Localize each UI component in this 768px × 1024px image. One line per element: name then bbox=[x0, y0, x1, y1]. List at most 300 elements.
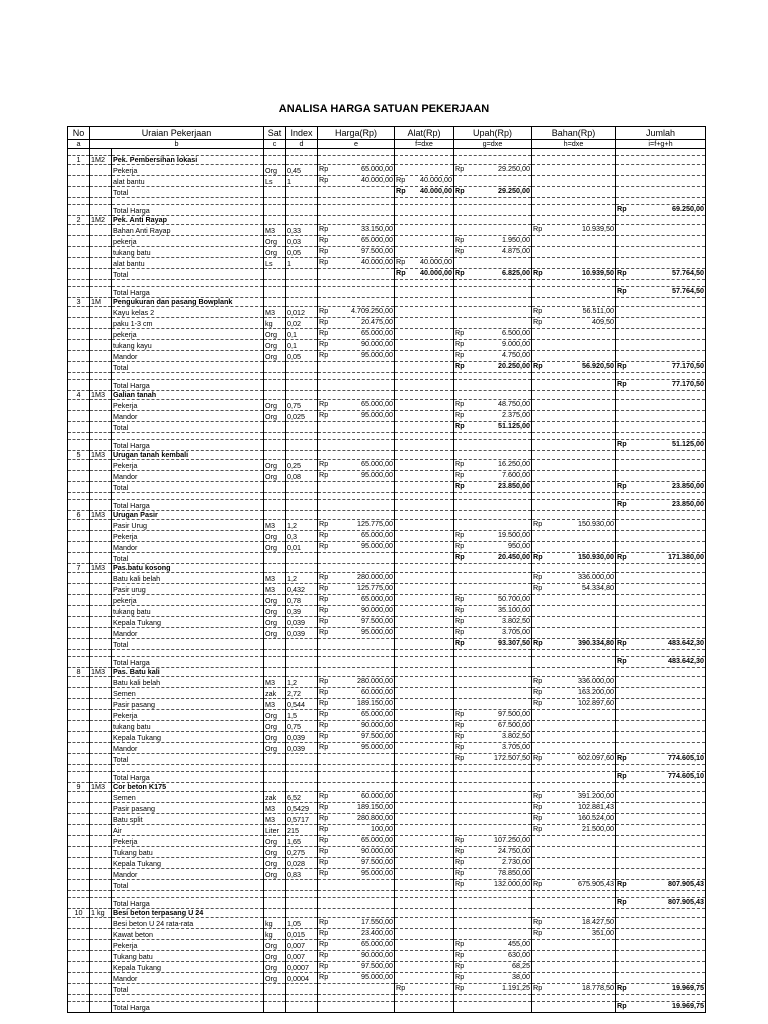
row-number bbox=[68, 329, 90, 340]
item-row bbox=[68, 677, 706, 688]
item-row bbox=[68, 973, 706, 984]
row-harga bbox=[318, 351, 395, 362]
row-harga bbox=[318, 606, 395, 617]
row-description: Total Harga bbox=[112, 500, 264, 511]
row-number bbox=[68, 247, 90, 258]
row-volume bbox=[90, 772, 112, 783]
row-harga bbox=[318, 584, 395, 595]
row-bahan bbox=[532, 400, 616, 411]
row-alat bbox=[395, 318, 454, 329]
row-description: tukang kayu bbox=[112, 340, 264, 351]
item-row bbox=[68, 460, 706, 471]
col-header-no: No bbox=[68, 127, 90, 140]
section-row bbox=[68, 216, 706, 225]
amount: 2.730,00 bbox=[502, 857, 531, 866]
row-upah bbox=[454, 511, 532, 520]
row-jumlah bbox=[616, 710, 706, 721]
row-bahan bbox=[532, 898, 616, 909]
row-number: 6 bbox=[68, 511, 90, 520]
currency-label: Rp bbox=[319, 813, 329, 822]
row-upah bbox=[454, 940, 532, 951]
row-bahan bbox=[532, 318, 616, 329]
amount: 95.000,00 bbox=[361, 470, 394, 479]
row-volume: 1M3 bbox=[90, 668, 112, 677]
currency-label: Rp bbox=[319, 835, 329, 844]
row-unit: Org bbox=[264, 869, 286, 880]
currency-label: Rp bbox=[319, 175, 329, 184]
row-unit: kg bbox=[264, 318, 286, 329]
amount: 9.000,00 bbox=[502, 339, 531, 348]
row-unit: M3 bbox=[264, 814, 286, 825]
amount: 65.000,00 bbox=[361, 235, 394, 244]
currency-label: Rp bbox=[533, 687, 543, 696]
row-upah bbox=[454, 500, 532, 511]
row-alat bbox=[395, 236, 454, 247]
row-unit bbox=[264, 564, 286, 573]
row-bahan bbox=[532, 362, 616, 373]
row-upah bbox=[454, 531, 532, 542]
currency-label: Rp bbox=[617, 656, 627, 665]
item-row bbox=[68, 606, 706, 617]
row-index: 1,2 bbox=[286, 677, 318, 688]
row-upah bbox=[454, 216, 532, 225]
row-volume bbox=[90, 792, 112, 803]
row-bahan bbox=[532, 721, 616, 732]
row-upah bbox=[454, 858, 532, 869]
row-harga bbox=[318, 973, 395, 984]
row-unit: zak bbox=[264, 792, 286, 803]
row-harga bbox=[318, 553, 395, 564]
row-index bbox=[286, 553, 318, 564]
row-index bbox=[286, 880, 318, 891]
row-alat bbox=[395, 553, 454, 564]
row-upah bbox=[454, 743, 532, 754]
empty-cell bbox=[264, 995, 286, 1002]
row-number bbox=[68, 542, 90, 553]
table-body bbox=[68, 149, 706, 1013]
amount: 3.802,50 bbox=[502, 616, 531, 625]
row-jumlah bbox=[616, 287, 706, 298]
empty-cell bbox=[318, 765, 395, 772]
currency-label: Rp bbox=[533, 317, 543, 326]
row-upah bbox=[454, 318, 532, 329]
row-number bbox=[68, 1002, 90, 1013]
row-alat bbox=[395, 380, 454, 391]
amount: 93.307,50 bbox=[498, 638, 531, 647]
currency-label: Rp bbox=[319, 972, 329, 981]
row-index bbox=[286, 754, 318, 765]
amount: 150.930,00 bbox=[578, 519, 615, 528]
row-harga bbox=[318, 205, 395, 216]
row-description: Tukang batu bbox=[112, 951, 264, 962]
empty-cell bbox=[454, 493, 532, 500]
row-volume bbox=[90, 825, 112, 836]
amount: 150.930,00 bbox=[578, 552, 615, 561]
row-index bbox=[286, 772, 318, 783]
currency-label: Rp bbox=[533, 917, 543, 926]
row-jumlah bbox=[616, 451, 706, 460]
currency-label: Rp bbox=[617, 204, 627, 213]
total-harga-row bbox=[68, 380, 706, 391]
amount: 160.524,00 bbox=[578, 813, 615, 822]
row-bahan bbox=[532, 783, 616, 792]
currency-label: Rp bbox=[319, 720, 329, 729]
currency-label: Rp bbox=[533, 268, 543, 277]
row-jumlah bbox=[616, 869, 706, 880]
row-number bbox=[68, 165, 90, 176]
row-volume bbox=[90, 187, 112, 198]
row-description: Pekerja bbox=[112, 940, 264, 951]
row-bahan bbox=[532, 258, 616, 269]
row-volume bbox=[90, 688, 112, 699]
empty-cell bbox=[395, 149, 454, 156]
row-jumlah bbox=[616, 940, 706, 951]
row-jumlah bbox=[616, 422, 706, 433]
amount: 69.250,00 bbox=[672, 204, 705, 213]
amount: 38,00 bbox=[512, 972, 531, 981]
empty-cell bbox=[286, 433, 318, 440]
row-bahan bbox=[532, 984, 616, 995]
row-index: 0,08 bbox=[286, 471, 318, 482]
row-index bbox=[286, 362, 318, 373]
row-index: 0,1 bbox=[286, 329, 318, 340]
row-bahan bbox=[532, 165, 616, 176]
row-bahan bbox=[532, 298, 616, 307]
currency-label: Rp bbox=[533, 879, 543, 888]
empty-cell bbox=[616, 995, 706, 1002]
row-jumlah bbox=[616, 803, 706, 814]
empty-cell bbox=[616, 650, 706, 657]
row-index: 0,75 bbox=[286, 400, 318, 411]
row-alat bbox=[395, 783, 454, 792]
currency-label: Rp bbox=[455, 552, 465, 561]
currency-label: Rp bbox=[533, 552, 543, 561]
currency-label: Rp bbox=[396, 257, 406, 266]
row-bahan bbox=[532, 1002, 616, 1013]
row-alat bbox=[395, 225, 454, 236]
amount: 97.500,00 bbox=[361, 961, 394, 970]
row-bahan bbox=[532, 929, 616, 940]
empty-cell bbox=[532, 198, 616, 205]
empty-cell bbox=[286, 149, 318, 156]
row-unit: Org bbox=[264, 400, 286, 411]
spacer-row bbox=[68, 198, 706, 205]
row-description: pekerja bbox=[112, 329, 264, 340]
row-number bbox=[68, 617, 90, 628]
row-unit bbox=[264, 657, 286, 668]
row-alat bbox=[395, 258, 454, 269]
currency-label: Rp bbox=[319, 698, 329, 707]
row-upah bbox=[454, 836, 532, 847]
row-upah bbox=[454, 520, 532, 531]
amount: 630,00 bbox=[508, 950, 531, 959]
empty-cell bbox=[68, 198, 90, 205]
currency-label: Rp bbox=[319, 572, 329, 581]
row-alat bbox=[395, 973, 454, 984]
total-harga-row bbox=[68, 1002, 706, 1013]
row-bahan bbox=[532, 451, 616, 460]
row-bahan bbox=[532, 699, 616, 710]
row-jumlah bbox=[616, 225, 706, 236]
item-row bbox=[68, 836, 706, 847]
row-number bbox=[68, 340, 90, 351]
row-index bbox=[286, 1002, 318, 1013]
row-index bbox=[286, 269, 318, 280]
row-description: Total Harga bbox=[112, 287, 264, 298]
row-bahan bbox=[532, 236, 616, 247]
row-index bbox=[286, 564, 318, 573]
row-harga bbox=[318, 380, 395, 391]
row-volume bbox=[90, 606, 112, 617]
amount: 2.375,00 bbox=[502, 410, 531, 419]
row-upah bbox=[454, 553, 532, 564]
total-row bbox=[68, 984, 706, 995]
row-volume bbox=[90, 329, 112, 340]
row-volume bbox=[90, 440, 112, 451]
currency-label: Rp bbox=[319, 470, 329, 479]
row-volume bbox=[90, 595, 112, 606]
row-index: 0,78 bbox=[286, 595, 318, 606]
row-harga bbox=[318, 440, 395, 451]
amount: 4.750,00 bbox=[502, 350, 531, 359]
row-description: Total Harga bbox=[112, 1002, 264, 1013]
currency-label: Rp bbox=[617, 499, 627, 508]
row-description: Kepala Tukang bbox=[112, 858, 264, 869]
row-jumlah bbox=[616, 573, 706, 584]
empty-cell bbox=[318, 650, 395, 657]
row-jumlah bbox=[616, 858, 706, 869]
row-index bbox=[286, 898, 318, 909]
row-volume bbox=[90, 205, 112, 216]
row-jumlah bbox=[616, 564, 706, 573]
amount: 78.850,00 bbox=[498, 868, 531, 877]
row-volume bbox=[90, 940, 112, 951]
row-description: Besi beton terpasang U 24 bbox=[112, 909, 264, 918]
row-number bbox=[68, 836, 90, 847]
row-jumlah bbox=[616, 542, 706, 553]
row-bahan bbox=[532, 422, 616, 433]
row-unit bbox=[264, 380, 286, 391]
currency-label: Rp bbox=[319, 802, 329, 811]
row-alat bbox=[395, 584, 454, 595]
currency-label: Rp bbox=[617, 638, 627, 647]
empty-cell bbox=[454, 373, 532, 380]
row-alat bbox=[395, 500, 454, 511]
item-row bbox=[68, 962, 706, 973]
row-unit: Ls bbox=[264, 258, 286, 269]
amount: 336.000,00 bbox=[578, 676, 615, 685]
row-number bbox=[68, 628, 90, 639]
row-description: Kawat beton bbox=[112, 929, 264, 940]
currency-label: Rp bbox=[533, 753, 543, 762]
col-code: f=dxe bbox=[395, 140, 454, 149]
row-jumlah bbox=[616, 411, 706, 422]
row-index bbox=[286, 216, 318, 225]
row-number bbox=[68, 858, 90, 869]
row-volume bbox=[90, 258, 112, 269]
row-bahan bbox=[532, 677, 616, 688]
row-volume bbox=[90, 962, 112, 973]
currency-label: Rp bbox=[319, 950, 329, 959]
row-upah bbox=[454, 783, 532, 792]
row-description: Total bbox=[112, 422, 264, 433]
row-unit: kg bbox=[264, 918, 286, 929]
row-upah bbox=[454, 699, 532, 710]
row-number bbox=[68, 318, 90, 329]
row-harga bbox=[318, 909, 395, 918]
item-row bbox=[68, 258, 706, 269]
row-harga bbox=[318, 362, 395, 373]
row-volume bbox=[90, 553, 112, 564]
row-number bbox=[68, 411, 90, 422]
col-header-uraian: Uraian Pekerjaan bbox=[90, 127, 264, 140]
row-upah bbox=[454, 918, 532, 929]
currency-label: Rp bbox=[617, 286, 627, 295]
row-jumlah bbox=[616, 792, 706, 803]
row-unit bbox=[264, 880, 286, 891]
row-upah bbox=[454, 269, 532, 280]
empty-cell bbox=[90, 373, 112, 380]
row-harga bbox=[318, 898, 395, 909]
row-jumlah bbox=[616, 391, 706, 400]
row-jumlah bbox=[616, 156, 706, 165]
amount: 390.334,80 bbox=[578, 638, 615, 647]
item-row bbox=[68, 318, 706, 329]
row-volume bbox=[90, 362, 112, 373]
row-unit bbox=[264, 909, 286, 918]
amount: 102.881,43 bbox=[578, 802, 615, 811]
total-row bbox=[68, 553, 706, 564]
amount: 29.250,00 bbox=[498, 186, 531, 195]
row-bahan bbox=[532, 639, 616, 650]
row-harga bbox=[318, 258, 395, 269]
row-harga bbox=[318, 411, 395, 422]
row-bahan bbox=[532, 772, 616, 783]
row-unit: Ls bbox=[264, 176, 286, 187]
row-alat bbox=[395, 847, 454, 858]
currency-label: Rp bbox=[319, 605, 329, 614]
row-jumlah bbox=[616, 973, 706, 984]
row-upah bbox=[454, 380, 532, 391]
row-upah bbox=[454, 984, 532, 995]
row-unit: Org bbox=[264, 542, 286, 553]
currency-label: Rp bbox=[455, 481, 465, 490]
row-number: 5 bbox=[68, 451, 90, 460]
row-alat bbox=[395, 287, 454, 298]
amount: 40.000,00 bbox=[420, 186, 453, 195]
row-jumlah bbox=[616, 909, 706, 918]
item-row bbox=[68, 628, 706, 639]
row-bahan bbox=[532, 187, 616, 198]
row-volume bbox=[90, 225, 112, 236]
row-number bbox=[68, 688, 90, 699]
row-index: 0,007 bbox=[286, 940, 318, 951]
currency-label: Rp bbox=[319, 350, 329, 359]
row-number bbox=[68, 595, 90, 606]
row-description: Pasir urug bbox=[112, 584, 264, 595]
row-alat bbox=[395, 269, 454, 280]
row-volume bbox=[90, 657, 112, 668]
row-bahan bbox=[532, 869, 616, 880]
item-row bbox=[68, 307, 706, 318]
empty-cell bbox=[286, 995, 318, 1002]
row-number bbox=[68, 754, 90, 765]
row-upah bbox=[454, 176, 532, 187]
row-index: 0,75 bbox=[286, 721, 318, 732]
row-jumlah bbox=[616, 1002, 706, 1013]
row-volume bbox=[90, 269, 112, 280]
row-alat bbox=[395, 573, 454, 584]
row-harga bbox=[318, 391, 395, 400]
row-description: Pekerja bbox=[112, 710, 264, 721]
row-alat bbox=[395, 411, 454, 422]
row-jumlah bbox=[616, 340, 706, 351]
row-description: Total Harga bbox=[112, 440, 264, 451]
row-number: 3 bbox=[68, 298, 90, 307]
currency-label: Rp bbox=[319, 917, 329, 926]
amount: 20.475,00 bbox=[361, 317, 394, 326]
empty-cell bbox=[90, 995, 112, 1002]
row-bahan bbox=[532, 595, 616, 606]
row-unit bbox=[264, 754, 286, 765]
row-harga bbox=[318, 617, 395, 628]
row-upah bbox=[454, 617, 532, 628]
row-index bbox=[286, 668, 318, 677]
row-description: Kepala Tukang bbox=[112, 617, 264, 628]
row-description: Pas. Batu kali bbox=[112, 668, 264, 677]
row-alat bbox=[395, 880, 454, 891]
section-row bbox=[68, 564, 706, 573]
item-row bbox=[68, 400, 706, 411]
row-volume bbox=[90, 236, 112, 247]
row-unit: Org bbox=[264, 165, 286, 176]
row-number bbox=[68, 176, 90, 187]
row-index: 0,039 bbox=[286, 732, 318, 743]
row-jumlah bbox=[616, 165, 706, 176]
total-row bbox=[68, 880, 706, 891]
row-bahan bbox=[532, 351, 616, 362]
row-number bbox=[68, 573, 90, 584]
row-harga bbox=[318, 772, 395, 783]
row-unit: M3 bbox=[264, 573, 286, 584]
row-number bbox=[68, 584, 90, 595]
row-volume bbox=[90, 617, 112, 628]
row-alat bbox=[395, 400, 454, 411]
row-description: Pekerja bbox=[112, 165, 264, 176]
row-description: Batu split bbox=[112, 814, 264, 825]
empty-cell bbox=[532, 373, 616, 380]
empty-cell bbox=[112, 373, 264, 380]
amount: 4.875,00 bbox=[502, 246, 531, 255]
empty-cell bbox=[318, 149, 395, 156]
item-row bbox=[68, 792, 706, 803]
currency-label: Rp bbox=[533, 638, 543, 647]
amount: 35.100,00 bbox=[498, 605, 531, 614]
row-alat bbox=[395, 511, 454, 520]
col-header-bahan: Bahan(Rp) bbox=[532, 127, 616, 140]
row-description: Total Harga bbox=[112, 205, 264, 216]
amount: 40.000,00 bbox=[420, 268, 453, 277]
row-volume bbox=[90, 677, 112, 688]
row-alat bbox=[395, 657, 454, 668]
row-harga bbox=[318, 668, 395, 677]
row-harga bbox=[318, 225, 395, 236]
row-jumlah bbox=[616, 754, 706, 765]
row-alat bbox=[395, 471, 454, 482]
row-volume bbox=[90, 584, 112, 595]
currency-label: Rp bbox=[319, 224, 329, 233]
row-number bbox=[68, 869, 90, 880]
